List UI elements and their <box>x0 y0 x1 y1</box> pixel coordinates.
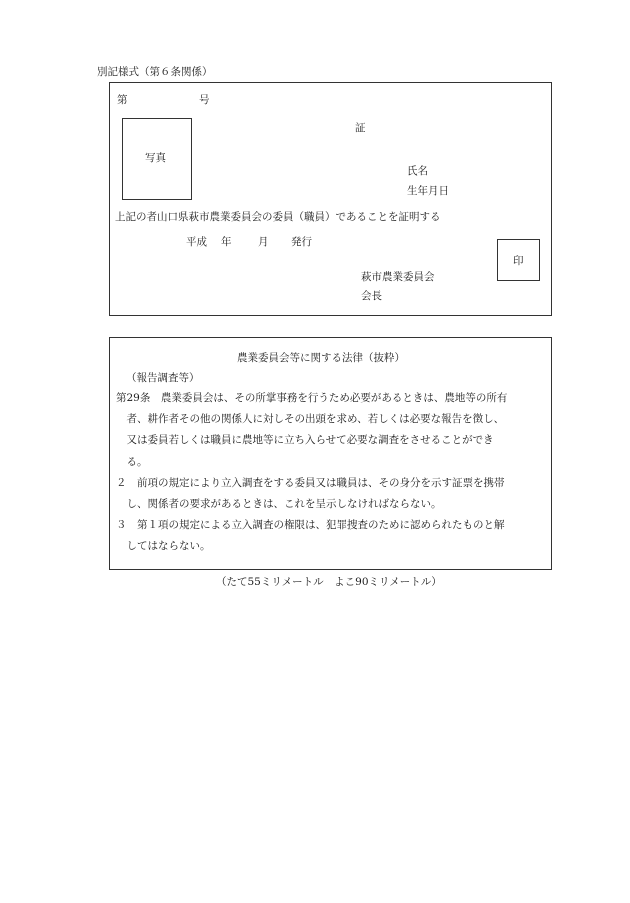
law-line: し、関係者の要求があるときは、これを呈示しなければならない。 <box>116 498 442 510</box>
seal-label: 印 <box>513 255 524 267</box>
law-line: ２ 前項の規定により立入調査をする委員又は職員は、その身分を示す証票を携帯 <box>116 477 505 489</box>
form-label: 別記様式（第６条関係） <box>97 66 213 78</box>
certificate-number-prefix: 第 <box>117 94 128 106</box>
law-title: 農業委員会等に関する法律（抜粋） <box>237 352 405 364</box>
certificate-number-suffix: 号 <box>199 94 210 106</box>
birthdate-label: 生年月日 <box>407 185 449 197</box>
issue-era: 平成 <box>186 236 207 248</box>
law-line: 者、耕作者その他の関係人に対しその出頭を求め、若しくは必要な報告を徴し、 <box>116 413 505 425</box>
law-line: る。 <box>116 456 148 468</box>
size-note: （たて55ミリメートル よこ90ミリメートル） <box>216 576 442 588</box>
issue-label: 発行 <box>291 236 312 248</box>
law-section-heading: （報告調査等） <box>126 372 200 384</box>
photo-label: 写真 <box>145 152 166 164</box>
law-line: してはならない。 <box>116 540 211 552</box>
law-line: ３ 第１項の規定による立入調査の権限は、犯罪捜査のために認められたものと解 <box>116 519 505 531</box>
certificate-statement: 上記の者山口県萩市農業委員会の委員（職員）であることを証明する <box>115 211 441 223</box>
name-label: 氏名 <box>407 165 428 177</box>
issue-year: 年 <box>221 236 232 248</box>
issue-month: 月 <box>258 236 269 248</box>
certificate-title: 証 <box>355 122 366 134</box>
law-line: 又は委員若しくは職員に農地等に立ち入らせて必要な調査をさせることができ <box>116 434 494 446</box>
issuer-organization: 萩市農業委員会 <box>361 271 435 283</box>
law-line: 第29条 農業委員会は、その所掌事務を行うため必要があるときは、農地等の所有 <box>116 392 508 404</box>
issuer-title: 会長 <box>361 290 382 302</box>
